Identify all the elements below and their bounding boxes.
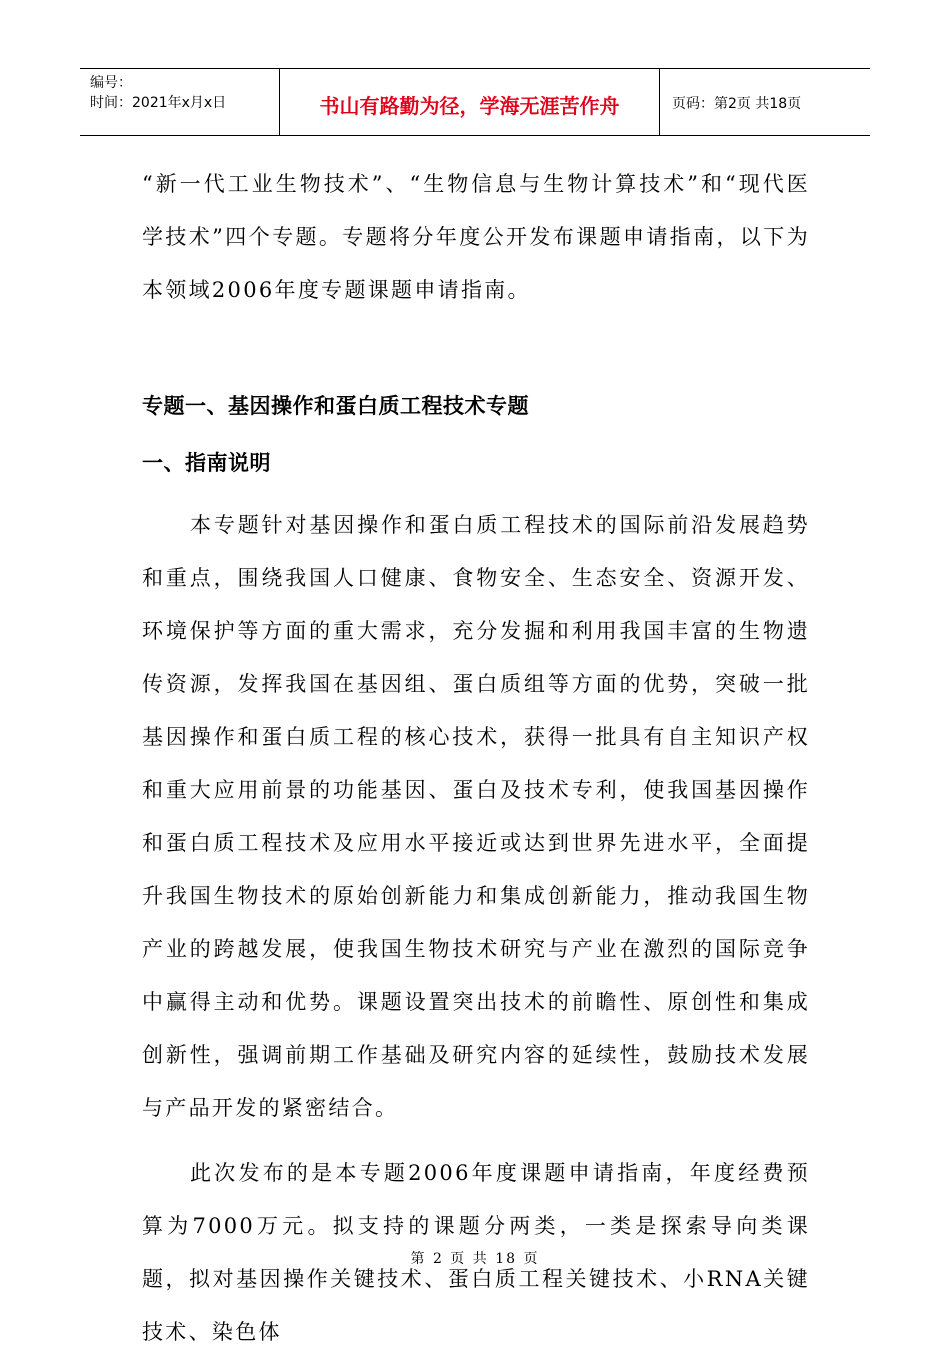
intro-paragraph: “新一代工业生物技术”、“生物信息与生物计算技术”和“现代医学技术”四个专题。专题将分年度公开发布课题申请指南，以下为本领域2006年度专题课题申请指南。 (142, 172, 810, 302)
guide-paragraph-1: 本专题针对基因操作和蛋白质工程技术的国际前沿发展趋势和重点，围绕我国人口健康、食物安全、生态安全、资源开发、环境保护等方面的重大需求，充分发掘和利用我国丰富的生物遗传资源，发挥我国在基因组、蛋白质组等方面的优势，突破一批基因操作和蛋白质工程的核心技术，获得一批具有自主知识产权和重大应用前景的功能基因、蛋白及技术专利，使我国基因操作和蛋白质工程技术及应用水平接近或达到世界先进水平，全面提升我国生物技术的原始创新能力和集成创新能力，推动我国生物产业的跨越发展，使我国生物技术研究与产业在激烈的国际竞争中赢得主动和优势。课题设置突出技术的前瞻性、原创性和集成创新性，强调前期工作基础及研究内容的延续性，鼓励技术发展与产品开发的紧密结合。 (142, 513, 810, 1120)
topic-heading: 专题一、基因操作和蛋白质工程技术专题 (142, 394, 529, 418)
document-body (142, 158, 810, 1359)
page-footer: 第 2 页 共 18 页 (410, 1251, 540, 1267)
page-header (80, 68, 870, 136)
section-heading: 一、指南说明 (142, 451, 271, 475)
header-meta (80, 69, 280, 135)
header-page-info: 页码：第2页 共18页 (672, 96, 802, 112)
header-motto: 书山有路勤为径，学海无涯苦作舟 (280, 69, 660, 135)
document-number: 编号： (90, 75, 132, 91)
guide-paragraph-2: 此次发布的是本专题2006年度课题申请指南，年度经费预算为7000万元。拟支持的课题分两类，一类是探索导向类课题，拟对基因操作关键技术、蛋白质工程关键技术、小RNA关键技术、染色体 (142, 1161, 810, 1344)
document-date: 时间：2021年x月x日 (90, 95, 227, 111)
